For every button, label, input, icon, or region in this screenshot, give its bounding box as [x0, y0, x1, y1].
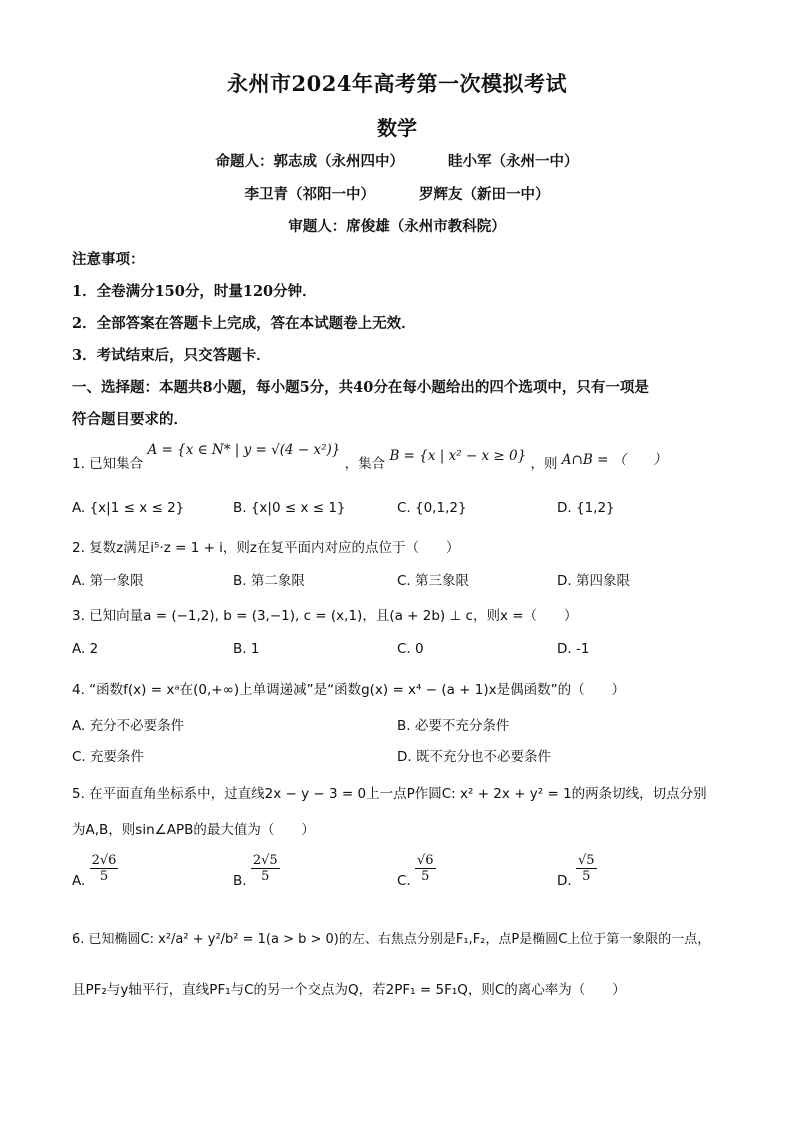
q3-option-c: C. 0: [397, 641, 424, 657]
author-2: 眭小军（永州一中）: [448, 153, 579, 170]
q5-option-c-numerator: √6: [417, 853, 434, 868]
q5-option-a-fraction: [90, 853, 119, 884]
question-4: 4. “函数f(x) = xᵃ在(0,+∞)上单调递减”是“函数g(x) = x⁴ − (a + 1)x是偶函数”的（ ）: [72, 682, 626, 698]
q5-option-c-denominator: 5: [421, 869, 430, 884]
q5-option-a: A. $\frac{2√6}{5}$: [72, 853, 117, 889]
q5-option-c: C. $\frac{√6}{5}$: [397, 853, 434, 889]
q1-prefix: 1. 已知集合: [72, 456, 144, 472]
q1-option-b: B. {x|0 ≤ x ≤ 1}: [233, 500, 346, 516]
note-item-2: 2．全部答案在答题卡上完成，答在本试题卷上无效．: [72, 315, 416, 332]
q2-option-b: B. 第二象限: [233, 573, 305, 589]
question-2: 2. 复数z满足i⁵·z = 1 + i，则z在复平面内对应的点位于（ ）: [72, 540, 460, 556]
q5-option-d-numerator: √5: [577, 853, 595, 868]
q2-option-d: D. 第四象限: [557, 573, 630, 589]
q5-option-d-denominator: 5: [582, 869, 591, 884]
question-3: 3. 已知向量a = (−1,2), b = (3,−1), c = (x,1)，且(a + 2b) ⊥ c，则x =（ ）: [72, 608, 578, 624]
q1-option-c: C. {0,1,2}: [397, 500, 467, 516]
question-5-line-2: 为A,B，则sin∠APB的最大值为（ ）: [72, 822, 315, 838]
q1-option-d: D. {1,2}: [557, 500, 615, 516]
author-1: 郭志成（永州四中）: [273, 153, 404, 170]
q5-option-b-denominator: 5: [261, 869, 270, 884]
q5-option-a-numerator: 2√6: [91, 853, 117, 868]
q1-set-b: B = {x | x² − x ≥ 0}: [389, 448, 527, 464]
q5-option-b: B. $\frac{2√5}{5}$: [233, 853, 278, 889]
q4-option-c: C. 充要条件: [72, 749, 145, 765]
q4-option-b: B. 必要不充分条件: [397, 718, 510, 734]
q1-mid: ，集合: [344, 456, 386, 472]
q1-ask: A∩B = （ ）: [561, 452, 667, 468]
q1-suffix: ，则: [530, 456, 558, 472]
author-3: 李卫青（祁阳一中）: [244, 186, 375, 203]
q3-option-b: B. 1: [233, 641, 260, 657]
question-5-line-1: 5. 在平面直角坐标系中，过直线2x − y − 3 = 0上一点P作圆C: x² + 2x + y² = 1的两条切线，切点分别: [72, 786, 707, 802]
note-item-3: 3．考试结束后，只交答题卡．: [72, 347, 271, 364]
q5-option-b-fraction: [251, 853, 280, 884]
question-1: [72, 442, 667, 472]
q5-option-d-fraction: [576, 853, 597, 884]
author-4: 罗辉友（新田一中）: [419, 186, 550, 203]
exam-title: 永州市2024年高考第一次模拟考试: [227, 71, 567, 96]
q3-option-d: D. -1: [557, 641, 590, 657]
question-6-line-2: 且PF₂与y轴平行，直线PF₁与C的另一个交点为Q，若2PF₁ = 5F₁Q，则C的离心率为（ ）: [72, 982, 626, 998]
q5-option-d: D. $\frac{√5}{5}$: [557, 853, 595, 889]
q5-option-a-denominator: 5: [99, 869, 109, 884]
q2-option-a: A. 第一象限: [72, 573, 144, 589]
question-6-line-1: 6. 已知椭圆C: x²/a² + y²/b² = 1(a > b > 0)的左、右焦点分别是F₁,F₂，点P是椭圆C上位于第一象限的一点，: [72, 932, 711, 947]
section-heading-line-2: 符合题目要求的．: [72, 411, 188, 428]
authors-line-1: [0, 150, 794, 171]
exam-subject: 数学: [377, 116, 417, 140]
author-label: 命题人：: [215, 153, 274, 170]
authors-line-2: [0, 183, 794, 204]
notes-heading: 注意事项：: [72, 251, 145, 268]
section-heading-line-1: 一、选择题：本题共8小题，每小题5分，共40分在每小题给出的四个选项中，只有一项是: [72, 379, 649, 396]
q4-option-d: D. 既不充分也不必要条件: [397, 749, 551, 765]
q2-option-c: C. 第三象限: [397, 573, 470, 589]
q3-option-a: A. 2: [72, 641, 99, 657]
q5-option-c-fraction: [415, 853, 436, 884]
q5-option-b-numerator: 2√5: [252, 853, 278, 868]
note-item-1: 1．全卷满分150分，时量120分钟．: [72, 283, 317, 300]
reviewer-line: 审题人：席俊雄（永州市教科院）: [288, 218, 506, 235]
q1-option-a: A. {x|1 ≤ x ≤ 2}: [72, 500, 185, 516]
q1-set-a: A = {x ∈ N* | y = √(4 − x²)}: [147, 442, 341, 458]
q4-option-a: A. 充分不必要条件: [72, 718, 185, 734]
